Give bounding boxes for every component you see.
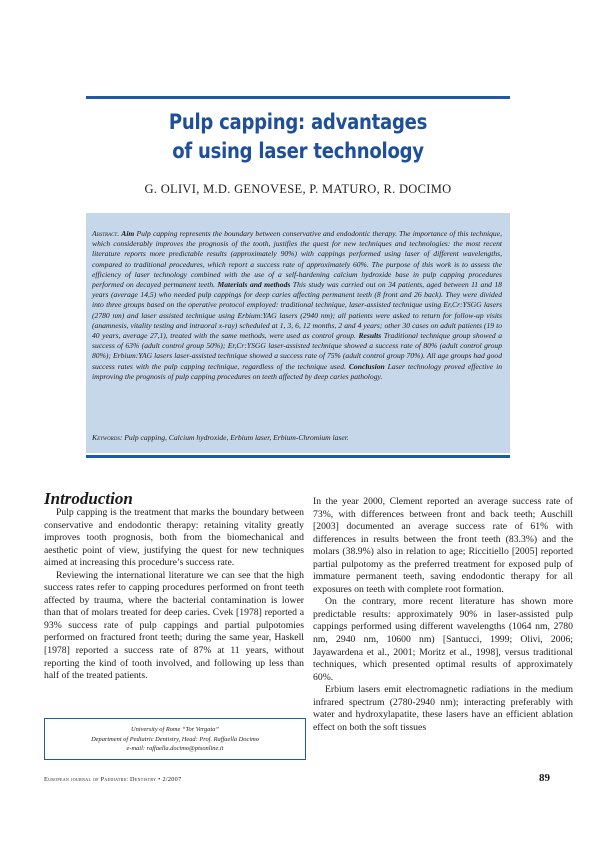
page-number: 89 (539, 772, 550, 784)
methods-label: Materials and methods (217, 280, 291, 290)
journal-footer: European journal of Paediatric Dentistry • 2/2007 (44, 776, 182, 783)
affiliation-email: e-mail: raffaella.docimo@ptsonline.it (126, 745, 224, 753)
authors: G. OLIVI, M.D. GENOVESE, P. MATURO, R. DOCIMO (144, 182, 452, 196)
section-heading: Introduction (44, 489, 133, 508)
top-rule (86, 96, 510, 99)
affiliation-box (44, 718, 306, 760)
results-text: Traditional technique group showed a success of 63% (adult control group 50%); Er,Cr:YSGG laser-assisted technique showed a success rate of 80% (adult control group 80%); Erbium:YAG lasers laser-assisted technique showed a success rate of 75% (adult control group 70%). All age groups had good success rates with the pulp capping technique, regardless of the technique used. (92, 331, 503, 371)
column-left (44, 507, 304, 683)
title-line-2: of using laser technology (172, 139, 424, 163)
paragraph: On the contrary, more recent literature has shown more predictable results: approximately 90% in laser-assisted pulp cappings performed using different wavelengths (1064 nm, 2780 nm, 2940 nm, 10600 nm) [Santucci, 1999; Olivi, 2006; Jayawardena et al., 2001; Moritz et al., 1998], versus traditional techniques, which presented optimal results of approximately 60%. (313, 596, 573, 683)
conclusion-label: Conclusion (348, 361, 385, 371)
abstract (92, 229, 502, 382)
paragraph: In the year 2000, Clement reported an average success rate of 73%, with differences between front and back teeth; Auschill [2003] documented an average success rate of 61% with differences in results between the front teeth (83.3%) and the molars (38.9%) also in relation to age; Riccitiello [2005] reported partial pulpotomy as the preferred treatment for exposed pulp of immature permanent teeth, saving endodontic therapy for all exposures on teeth with complete root formation. (313, 496, 573, 595)
paragraph: Reviewing the international literature we can see that the high success rates refer to capping procedures performed on front teeth affected by trauma, where the bacterial contamination is lower than that of molars treated for deep caries. Cvek [1978] reported a 93% success rate of pulp cappings and partial pulpotomies performed on fractured front teeth; during the same year, Haskell [1978] reported a success rate of 87% at 11 years, without reporting the kind of tooth involved, and following up less than half of the treated patients. (44, 569, 304, 682)
column-right (313, 496, 573, 734)
affiliation-line-1: University of Rome “Tor Vergata” (131, 726, 219, 733)
title-line-1: Pulp capping: advantages (168, 110, 428, 134)
results-label: Results (358, 331, 382, 341)
abstract-label: Abstract. (92, 229, 120, 238)
bottom-rule (86, 455, 510, 458)
paragraph: Erbium lasers emit electromagnetic radiations in the medium infrared spectrum (2780-2940 nm); interacting preferably with water and hydroxylapatite, these lasers have an efficient ablation effect on both the soft tissues (313, 684, 573, 733)
conclusion-text: Laser technology proved effective in improving the prognosis of pulp capping procedures on teeth affected by deep caries pathology. (92, 361, 502, 381)
keywords-label: Keywords: (92, 433, 123, 442)
affiliation-line-2: Department of Pediatric Dentistry, Head: Prof. Raffaella Docimo (91, 735, 259, 743)
paragraph: Pulp capping is the treatment that marks the boundary between conservative and endodontic therapy: retaining vitality greatly improves tooth prognosis, both from the biomechanical and aesthetic point of view, justifying the quest for new techniques aimed at increasing this procedure’s success rate. (44, 507, 304, 569)
keywords (92, 433, 502, 443)
keywords-text: Pulp capping, Calcium hydroxide, Erbium laser, Erbium-Chromium laser. (124, 433, 349, 442)
aim-label: Aim (121, 229, 135, 238)
article-title (116, 108, 481, 166)
aim-text: Pulp capping represents the boundary between conservative and endodontic therapy. The importance of this technique, which considerably improves the prognosis of the tooth, justifies the quest for new techniques and technologies: the most recent literature reports more predictable results (approximately 90%) with cappings performed using laser of different wavelengths, compared to traditional procedures, which report a success rate of approximately 60%. The purpose of this work is to assess the efficiency of laser technology combined with the use of a self-hardening calcium hydroxide base in pulp capping procedures performed on decayed permanent teeth. (92, 229, 502, 290)
methods-text: This study was carried out on 34 patients, aged between 11 and 18 years (average 14,5) who needed pulp cappings for deep caries affecting permanent teeth (8 front and 26 back). They were divided into three groups based on the operative protocol employed: traditional technique, laser-assisted technique using Er,Cr:YSGG lasers (2780 nm) and laser assisted technique using Erbium:YAG lasers (2940 nm); all patients were asked to return for follow-up visits (anamnesis, vitality testing and intraoral x-ray) scheduled at 1, 3, 6, 12 months, 2 and 4 years; other 30 cases on adult patients (19 to 40 years, average 27,1), treated with the same methods, were used as control group. (92, 280, 502, 341)
